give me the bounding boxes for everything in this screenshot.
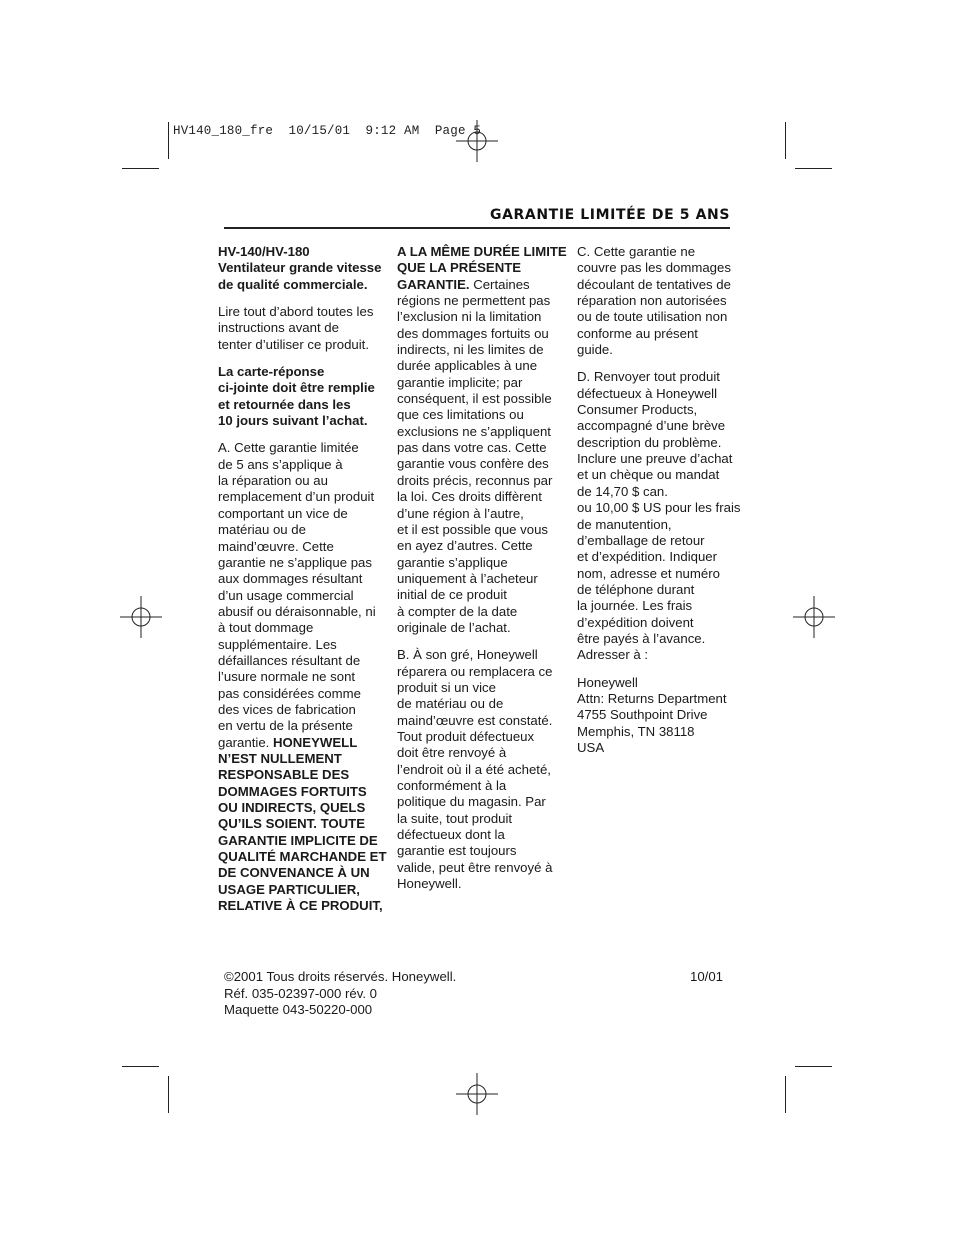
text-line: de matériau ou de	[397, 696, 504, 712]
text-line: et il est possible que vous	[397, 521, 549, 537]
text-line: d’une région à l’autre,	[397, 505, 524, 521]
text-line: instructions avant de	[218, 320, 339, 336]
text-line: 10 jours suivant l’achat.	[218, 413, 368, 429]
crop-mark	[795, 168, 832, 169]
text-line: à compter de la date	[397, 603, 518, 619]
text-line: ci-jointe doit être remplie	[218, 380, 375, 396]
text-line: N’EST NULLEMENT	[218, 750, 342, 766]
text-line: d’un usage commercial	[218, 587, 354, 603]
text-line: défectueux dont la	[397, 827, 505, 843]
text-line: exclusions ne s’appliquent	[397, 423, 551, 439]
text-line: conséquent, il est possible	[397, 391, 552, 407]
text-line: être payés à l’avance.	[577, 630, 706, 646]
text-line: l’exclusion ni la limitation	[397, 309, 542, 325]
text-line: originale de l’achat.	[397, 619, 511, 635]
footer-copyright	[224, 969, 456, 1019]
text-line: DOMMAGES FORTUITS	[218, 783, 367, 799]
text-line: doit être renvoyé à	[397, 745, 507, 761]
text-line: abusif ou déraisonnable, ni	[218, 603, 376, 619]
text-line: de manutention,	[577, 516, 672, 532]
text-line: matériau ou de	[218, 522, 306, 538]
warranty-paragraph-c	[577, 244, 745, 358]
text-line: valide, peut être renvoyé à	[397, 859, 553, 875]
text-line: A. Cette garantie limitée	[218, 440, 359, 456]
text-line: défaillances résultant de	[218, 652, 361, 668]
text-line: politique du magasin. Par	[397, 794, 546, 810]
text-line: garantie est toujours	[397, 843, 517, 859]
text-line: garantie implicite; par	[397, 374, 523, 390]
text-line: aux dommages résultant	[218, 571, 363, 587]
reply-card-notice	[218, 364, 384, 429]
warranty-paragraph-d	[577, 369, 745, 663]
text-line: l’endroit où il a été acheté,	[397, 761, 551, 777]
text-line: QUALITÉ MARCHANDE ET	[218, 849, 387, 865]
text-line: des vices de fabrication	[218, 701, 356, 717]
text-line: A LA MÊME DURÉE LIMITE	[397, 244, 567, 259]
text-line: pas considérées comme	[218, 685, 361, 701]
crop-mark	[168, 122, 169, 159]
text-line: supplémentaire. Les	[218, 636, 337, 652]
text-line: en vertu de la présente	[218, 718, 353, 734]
text-line: C. Cette garantie ne	[577, 244, 696, 259]
text-line: Memphis, TN 38118	[577, 723, 695, 739]
text-line: de 5 ans s’applique à	[218, 456, 343, 472]
text-line: de 14,70 $ can.	[577, 483, 668, 499]
column-2	[397, 244, 567, 903]
text-line: description du problème.	[577, 434, 722, 450]
text-line: remplacement d’un produit	[218, 489, 375, 505]
text-line: réparera ou remplacera ce	[397, 663, 553, 679]
text-line: produit si un vice	[397, 679, 496, 695]
crop-mark	[795, 1066, 832, 1067]
text-line: la réparation ou au	[218, 473, 328, 489]
text-line: QUE LA PRÉSENTE	[397, 260, 522, 276]
text-line: RESPONSABLE DES	[218, 767, 350, 783]
text-line: pas dans votre cas. Cette	[397, 440, 547, 456]
text-line: DE CONVENANCE À UN	[218, 865, 370, 881]
text-line: QU’ILS SOIENT. TOUTE	[218, 816, 366, 832]
text-line: d’emballage de retour	[577, 532, 705, 548]
column-1	[218, 244, 387, 925]
text-line: de téléphone durant	[577, 581, 695, 597]
text-line: de qualité commerciale.	[218, 276, 368, 292]
instructions-paragraph	[218, 304, 384, 353]
text-line: découlant de tentatives de	[577, 276, 731, 292]
text-line: l’usure normale ne sont	[218, 669, 356, 685]
crop-mark	[785, 1076, 786, 1113]
text-line: Attn: Returns Department	[577, 690, 727, 706]
text-line: RELATIVE À CE PRODUIT,	[218, 898, 383, 914]
footer-date: 10/01	[689, 969, 723, 984]
text-fragment: garantie.	[218, 734, 273, 750]
text-line: Lire tout d’abord toutes les	[218, 304, 374, 320]
text-line: la loi. Ces droits diffèrent	[397, 489, 542, 505]
text-line	[397, 277, 563, 293]
text-line: réparation non autorisées	[577, 293, 727, 309]
warranty-paragraph-b	[397, 647, 563, 892]
text-line: 4755 Southpoint Drive	[577, 707, 708, 723]
warranty-paragraph-implied	[397, 244, 567, 636]
text-line: garantie s’applique	[397, 554, 508, 570]
text-line: GARANTIE IMPLICITE DE	[218, 832, 378, 848]
text-line: garantie vous confère des	[397, 456, 549, 472]
product-heading	[218, 244, 384, 293]
text-line: ©2001 Tous droits réservés. Honeywell.	[224, 969, 457, 984]
text-line: des dommages fortuits ou	[397, 325, 549, 341]
text-line: d’expédition doivent	[577, 614, 694, 630]
text-line: B. À son gré, Honeywell	[397, 647, 538, 663]
text-line: Honeywell	[577, 674, 638, 690]
text-line: Ventilateur grande vitesse	[218, 260, 382, 276]
printer-slug: HV140_180_fre 10/15/01 9:12 AM Page 5	[173, 124, 482, 138]
text-line: accompagné d’une brève	[577, 418, 726, 434]
text-line: uniquement à l’acheteur	[397, 570, 538, 586]
text-line: nom, adresse et numéro	[577, 565, 720, 581]
text-line: USA	[577, 739, 605, 755]
text-fragment-bold: HONEYWELL	[273, 734, 358, 750]
text-line: et retournée dans les	[218, 396, 351, 412]
text-line: couvre pas les dommages	[577, 260, 731, 276]
text-line: Adresser à :	[577, 647, 649, 663]
text-line: durée applicables à une	[397, 358, 538, 374]
text-line: guide.	[577, 342, 613, 358]
text-fragment-bold: GARANTIE.	[397, 276, 470, 292]
text-line: conforme au présent	[577, 325, 698, 341]
text-line: garantie ne s’applique pas	[218, 554, 372, 570]
text-line: D. Renvoyer tout produit	[577, 369, 720, 385]
text-line: à tout dommage	[218, 620, 314, 636]
text-line: Maquette 043-50220-000	[224, 1002, 373, 1017]
column-3	[577, 244, 745, 767]
text-line: maind’œuvre. Cette	[218, 538, 334, 554]
text-line	[218, 735, 384, 751]
text-line: Réf. 035-02397-000 rév. 0	[224, 985, 377, 1001]
text-line: et d’expédition. Indiquer	[577, 549, 718, 565]
registration-mark-top-icon	[456, 120, 498, 162]
text-line: défectueux à Honeywell	[577, 385, 718, 401]
text-line: et un chèque ou mandat	[577, 467, 720, 483]
text-line: HV-140/HV-180	[218, 244, 310, 259]
text-line: maind’œuvre est constaté.	[397, 712, 553, 728]
text-line: tenter d’utiliser ce produit.	[218, 336, 369, 352]
warranty-paragraph-a	[218, 440, 387, 914]
text-line: OU INDIRECTS, QUELS	[218, 800, 366, 815]
text-line: Consumer Products,	[577, 402, 698, 418]
text-line: en ayez d’autres. Cette	[397, 538, 533, 554]
text-line: la suite, tout produit	[397, 810, 513, 826]
crop-mark	[168, 1076, 169, 1113]
text-line: USAGE PARTICULIER,	[218, 881, 360, 897]
crop-mark	[122, 168, 159, 169]
return-address	[577, 675, 745, 757]
text-line: indirects, ni les limites de	[397, 342, 544, 358]
text-line: ou 10,00 $ US pour les frais	[577, 500, 741, 516]
text-line: Tout produit défectueux	[397, 728, 535, 744]
header-rule	[224, 227, 730, 229]
page-title: GARANTIE LIMITÉE DE 5 ANS	[490, 207, 730, 223]
registration-mark-right-icon	[793, 596, 835, 638]
text-line: initial de ce produit	[397, 587, 507, 603]
text-line: la journée. Les frais	[577, 598, 693, 614]
text-line: conformément à la	[397, 778, 507, 793]
text-line: que ces limitations ou	[397, 407, 524, 423]
text-line: droits précis, reconnus par	[397, 472, 553, 488]
registration-mark-bottom-icon	[456, 1073, 498, 1115]
text-fragment: Certaines	[469, 276, 530, 292]
text-line: ou de toute utilisation non	[577, 309, 728, 325]
text-line: régions ne permettent pas	[397, 293, 551, 309]
registration-mark-left-icon	[120, 596, 162, 638]
text-line: La carte-réponse	[218, 364, 325, 380]
text-line: Honeywell.	[397, 876, 462, 892]
crop-mark	[785, 122, 786, 159]
text-line: comportant un vice de	[218, 505, 348, 521]
crop-mark	[122, 1066, 159, 1067]
text-line: Inclure une preuve d’achat	[577, 451, 733, 467]
